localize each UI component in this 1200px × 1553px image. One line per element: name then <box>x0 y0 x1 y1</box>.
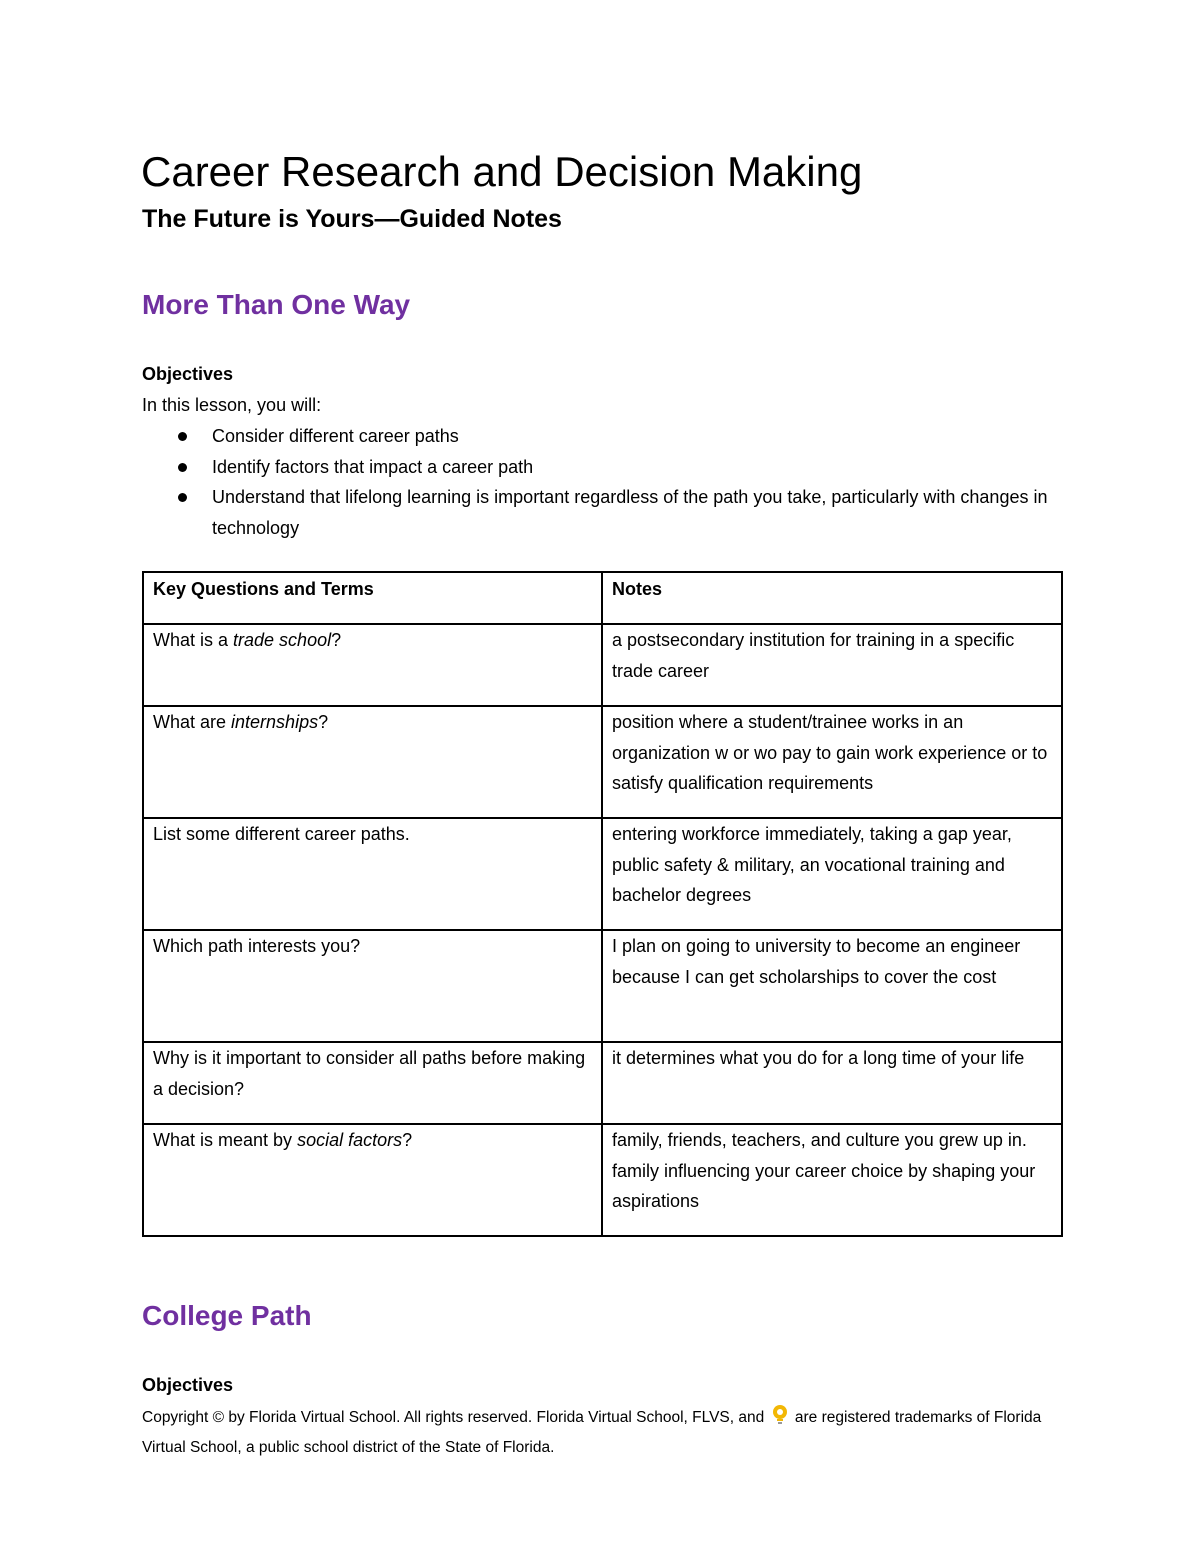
objective-item <box>142 452 1072 483</box>
table-header-row <box>143 572 1062 624</box>
note-cell: family, friends, teachers, and culture you grew up in. family influencing your career choice by shaping your aspirations <box>602 1124 1062 1236</box>
table-row <box>143 706 1062 818</box>
note-cell: a postsecondary institution for training in a specific trade career <box>602 624 1062 706</box>
question-cell: What are internships? <box>143 706 602 818</box>
table-row <box>143 930 1062 1042</box>
question-cell: Which path interests you? <box>143 930 602 1042</box>
objectives-intro: In this lesson, you will: <box>142 395 322 415</box>
question-cell: List some different career paths. <box>143 818 602 930</box>
bullet-icon <box>178 463 187 472</box>
section-heading-college-path: College Path <box>142 1300 312 1331</box>
document-title: Career Research and Decision Making <box>141 148 863 195</box>
bullet-icon <box>178 432 187 441</box>
column-header-key-questions: Key Questions and Terms <box>143 572 602 624</box>
objective-item <box>142 421 1072 452</box>
note-cell: entering workforce immediately, taking a gap year, public safety & military, an vocational training and bachelor degrees <box>602 818 1062 930</box>
question-cell: Why is it important to consider all paths before making a decision? <box>143 1042 602 1124</box>
objective-text: Identify factors that impact a career path <box>212 456 534 477</box>
term-italic: social factors <box>297 1130 403 1150</box>
footer-text-before: Copyright © by Florida Virtual School. All rights reserved. Florida Virtual School, FLVS, and <box>142 1409 765 1426</box>
note-cell: it determines what you do for a long time of your life <box>602 1042 1062 1124</box>
objectives-list <box>142 421 1072 543</box>
table-row <box>143 1124 1062 1236</box>
column-header-notes: Notes <box>602 572 1062 624</box>
footer-text-after: are registered trademarks of Florida Virtual School, a public school district of the State of Florida. <box>142 1409 1042 1456</box>
objective-text: Consider different career paths <box>212 426 459 446</box>
table-row <box>143 1042 1062 1124</box>
question-cell: What is a trade school? <box>143 624 602 706</box>
term-italic: internships <box>231 712 319 732</box>
objectives-label: Objectives <box>142 364 234 384</box>
section-heading-more-than-one-way: More Than One Way <box>142 289 411 320</box>
table-row <box>143 818 1062 930</box>
note-cell: I plan on going to university to become an engineer because I can get scholarships to cover the cost <box>602 930 1062 1042</box>
objective-item <box>142 482 1072 543</box>
bullet-icon <box>178 493 187 502</box>
guided-notes-table <box>142 571 1063 1237</box>
document-subtitle: The Future is Yours—Guided Notes <box>142 205 562 233</box>
lightbulb-logo-icon <box>771 1404 789 1426</box>
objectives-label-college: Objectives <box>142 1375 234 1395</box>
note-cell: position where a student/trainee works in an organization w or wo pay to gain work experience or to satisfy qualification requirements <box>602 706 1062 818</box>
question-cell: What is meant by social factors? <box>143 1124 602 1236</box>
term-italic: trade school <box>233 630 332 650</box>
table-row <box>143 624 1062 706</box>
objective-text: Understand that lifelong learning is important regardless of the path you take, particularly with changes in technology <box>212 487 1048 538</box>
copyright-footer <box>142 1403 1062 1463</box>
